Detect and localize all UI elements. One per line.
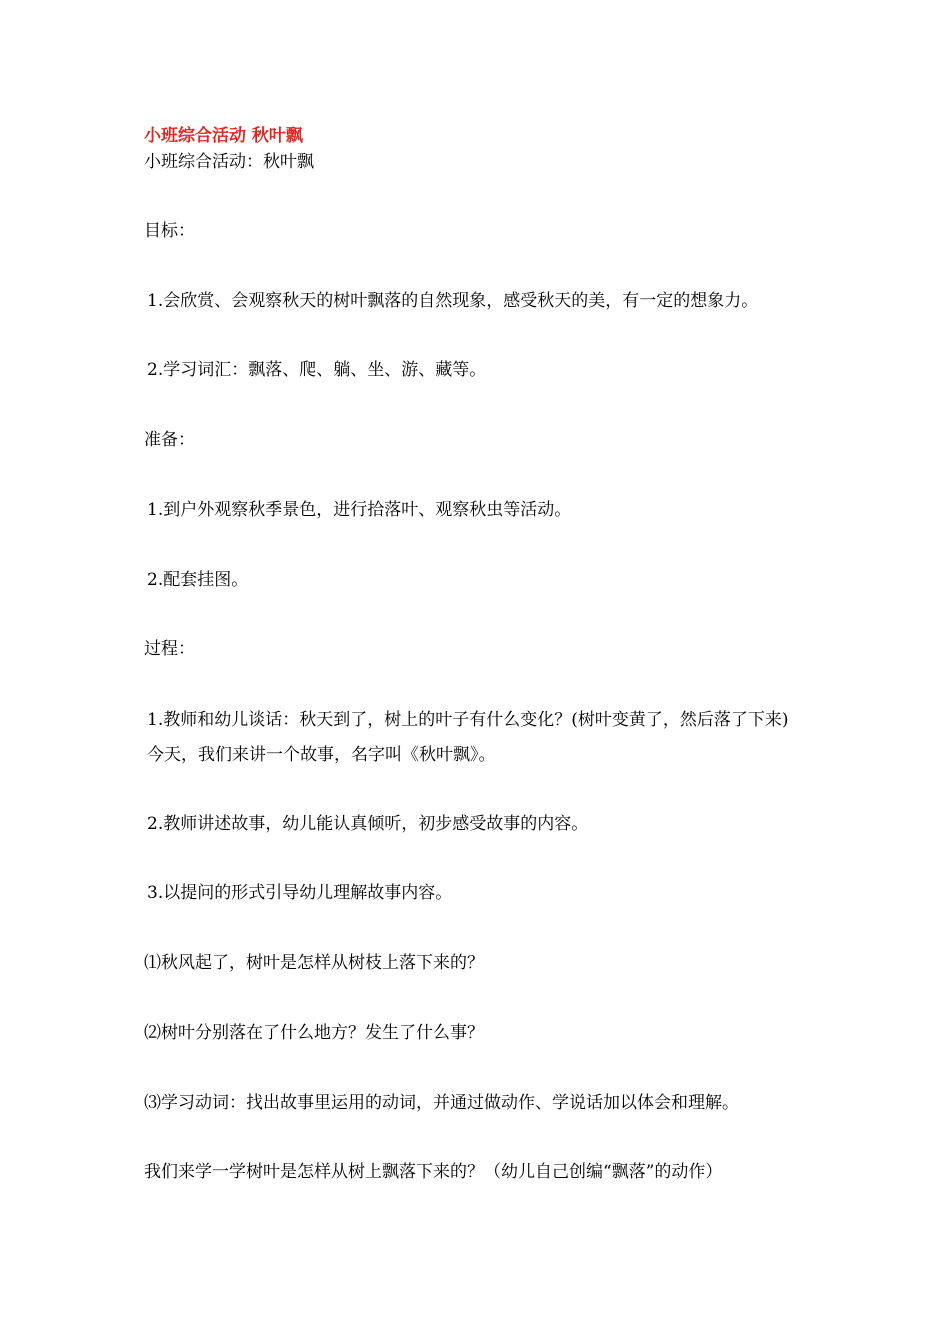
closing-paragraph: 我们来学一学树叶是怎样从树上飘落下来的？（幼儿自己创编“飘落”的动作） bbox=[144, 1162, 723, 1182]
process-heading: 过程： bbox=[144, 639, 195, 659]
goal-item-1: 1.会欣赏、会观察秋天的树叶飘落的自然现象，感受秋天的美，有一定的想象力。 bbox=[147, 291, 759, 311]
goal-heading: 目标： bbox=[144, 221, 195, 241]
document-title: 小班综合活动 秋叶飘 bbox=[144, 126, 303, 146]
prep-item-2: 2.配套挂图。 bbox=[147, 570, 249, 590]
document-subtitle: 小班综合活动：秋叶飘 bbox=[144, 152, 314, 172]
prep-heading: 准备： bbox=[144, 430, 195, 450]
process-item-1: 1.教师和幼儿谈话：秋天到了，树上的叶子有什么变化？(树叶变黄了，然后落了下来) 今天，我们来讲一个故事，名字叫《秋叶飘》。 bbox=[147, 710, 789, 765]
question-item-1: ⑴秋风起了，树叶是怎样从树枝上落下来的？ bbox=[144, 953, 484, 973]
goal-item-2: 2.学习词汇：飘落、爬、躺、坐、游、藏等。 bbox=[147, 360, 487, 380]
process-item-3: 3.以提问的形式引导幼儿理解故事内容。 bbox=[147, 883, 453, 903]
prep-item-1: 1.到户外观察秋季景色，进行拾落叶、观察秋虫等活动。 bbox=[147, 500, 572, 520]
question-item-2: ⑵树叶分别落在了什么地方？发生了什么事？ bbox=[144, 1023, 484, 1043]
process-item-2: 2.教师讲述故事，幼儿能认真倾听，初步感受故事的内容。 bbox=[147, 814, 589, 834]
question-item-3: ⑶学习动词：找出故事里运用的动词，并通过做动作、学说话加以体会和理解。 bbox=[144, 1093, 739, 1113]
